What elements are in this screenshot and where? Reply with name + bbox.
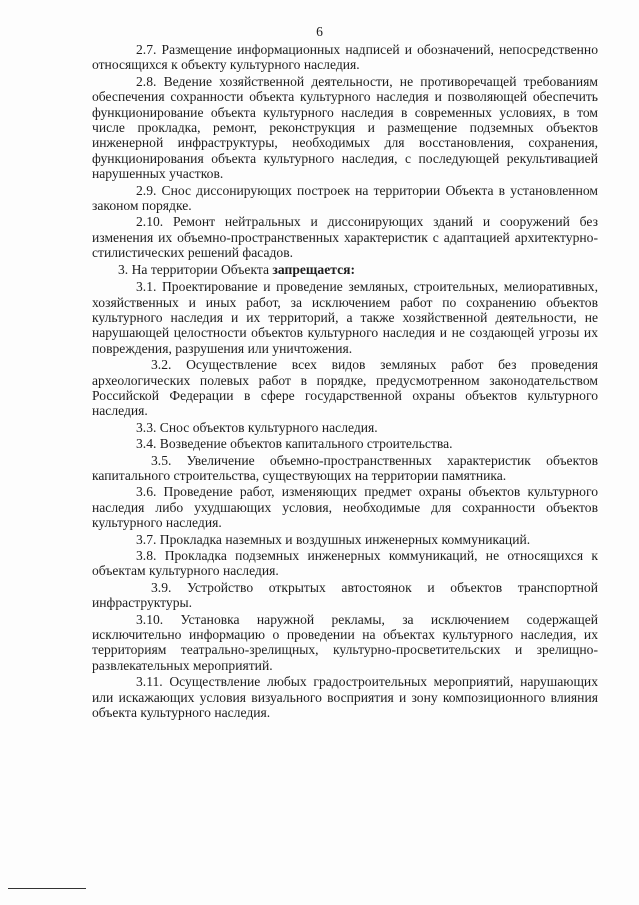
paragraph-2-10: 2.10. Ремонт нейтральных и диссонирующих зданий и сооружений без изменения их объемно-пространственных характеристик с адаптацией архитектурно-стилистических решений фасадов. (92, 214, 598, 261)
paragraph-3-8: 3.8. Прокладка подземных инженерных коммуникаций, не относящихся к объектам культурного наследия. (92, 548, 598, 579)
page-number: 6 (316, 24, 323, 39)
paragraph-3-5: 3.5. Увеличение объемно-пространственных характеристик объектов капитального строительства, существующих на территории памятника. (92, 452, 598, 483)
paragraph-3-6: 3.6. Проведение работ, изменяющих предмет охраны объектов культурного наследия либо ухудшающих условия, необходимые для сохранности объектов культурного наследия. (92, 484, 598, 531)
paragraph-2-9: 2.9. Снос диссонирующих построек на территории Объекта в установленном законом порядке. (92, 182, 598, 214)
paragraph-3-7: 3.7. Прокладка наземных и воздушных инженерных коммуникаций. (136, 531, 531, 547)
paragraph-3-3: 3.3. Снос объектов культурного наследия. (136, 419, 378, 435)
paragraph-3-10: 3.10. Установка наружной рекламы, за исключением содержащей исключительно информацию о проведении на объектах культурного наследия, их территориям театрально-зрелищных, культурно-просветительских и зрелищно-развлекательных мероприятий. (92, 611, 598, 673)
paragraph-3-9: 3.9. Устройство открытых автостоянок и объектов транспортной инфраструктуры. (92, 579, 598, 611)
paragraph-3-1: 3.1. Проектирование и проведение земляных, строительных, мелиоративных, хозяйственных и иных работ, за исключением работ по сохранению объектов культурного наследия и их территорий, а также хозяйственной деятельности, не нарушающей целостности объектов культурного наследия и не создающей угрозы их повреждения, разрушения или уничтожения. (92, 279, 598, 356)
footnote-separator-line (8, 888, 86, 889)
section-3-heading (92, 262, 598, 277)
section-3-heading-suffix: : (350, 261, 355, 277)
paragraph-3-4: 3.4. Возведение объектов капитального строительства. (136, 436, 453, 452)
section-3-heading-emphasis: запрещается (272, 261, 351, 277)
document-body (92, 42, 598, 721)
section-3-heading-prefix: 3. На территории Объекта (118, 261, 273, 277)
paragraph-2-8: 2.8. Ведение хозяйственной деятельности, не противоречащей требованиям обеспечения сохранности объекта культурного наследия и позволяющей обеспечить функционирование объекта культурного наследия в современных условиях, в том числе прокладка, ремонт, реконструкция и размещение подземных объектов инженерной инфраструктуры, необходимых для восстановления, сохранения, функционирования объекта культурного наследия, с последующей рекультивацией нарушенных участков. (92, 73, 598, 182)
paragraph-3-2: 3.2. Осуществление всех видов земляных работ без проведения археологических полевых работ в порядке, предусмотренном законодательством Российской Федерации в сфере государственной охраны объектов культурного наследия. (92, 357, 598, 419)
paragraph-2-7: 2.7. Размещение информационных надписей и обозначений, непосредственно относящихся к объекту культурного наследия. (92, 42, 598, 73)
paragraph-3-11: 3.11. Осуществление любых градостроительных мероприятий, нарушающих или искажающих условия визуального восприятия и зону композиционного влияния объекта культурного наследия. (92, 674, 598, 721)
